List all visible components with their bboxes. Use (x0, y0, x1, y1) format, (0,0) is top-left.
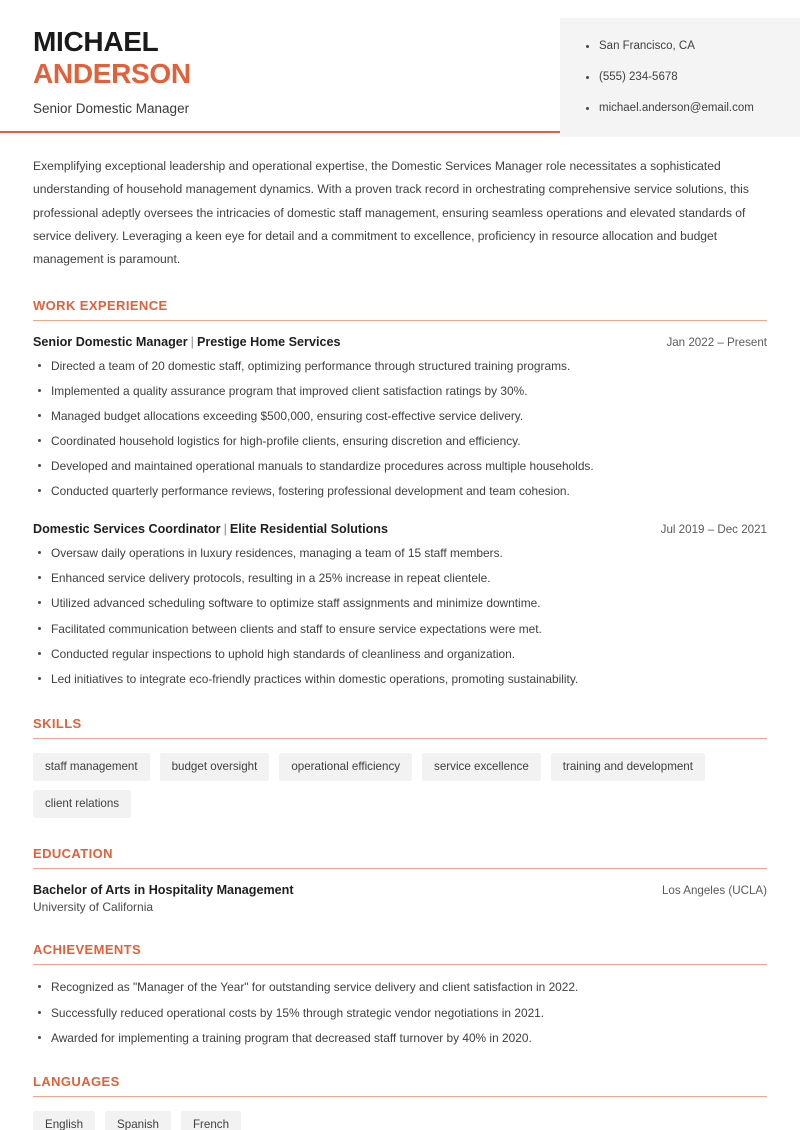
professional-title: Senior Domestic Manager (33, 100, 190, 116)
skill-chip: staff management (33, 753, 150, 781)
section-skills (33, 716, 767, 819)
work-entry-header (33, 522, 767, 536)
contact-location: San Francisco, CA (586, 40, 800, 54)
section-title-work-experience: WORK EXPERIENCE (33, 297, 168, 313)
skill-chip: budget oversight (160, 753, 270, 781)
work-entry-bullets (33, 545, 767, 687)
contact-phone[interactable]: (555) 234-5678 (586, 71, 800, 85)
section-divider (33, 738, 767, 739)
language-chip: French (181, 1111, 241, 1130)
skill-chip: operational efficiency (279, 753, 412, 781)
section-title-achievements: ACHIEVEMENTS (33, 942, 142, 958)
skills-chip-list (33, 753, 767, 819)
work-entry-header (33, 335, 767, 349)
resume-body (0, 155, 800, 1130)
job-dates: Jul 2019 – Dec 2021 (660, 523, 767, 537)
section-title-languages: LANGUAGES (33, 1074, 120, 1090)
job-role: Domestic Services Coordinator (33, 522, 221, 537)
language-chip: Spanish (105, 1111, 171, 1130)
languages-chip-list (33, 1111, 767, 1130)
work-entry (33, 335, 767, 500)
job-company: Elite Residential Solutions (229, 522, 389, 537)
education-entry-header (33, 883, 767, 897)
section-work-experience (33, 298, 767, 688)
skill-chip: client relations (33, 790, 131, 818)
section-achievements (33, 942, 767, 1046)
bullet-item: Developed and maintained operational manuals to standardize procedures across multiple households. (33, 458, 767, 475)
bullet-item: Conducted quarterly performance reviews, fostering professional development and team cohesion. (33, 483, 767, 500)
title-separator: | (190, 334, 194, 349)
section-education (33, 846, 767, 914)
work-entry-title (33, 335, 340, 349)
bullet-item: Recognized as "Manager of the Year" for outstanding service delivery and client satisfaction in 2022. (33, 979, 767, 996)
bullet-item: Oversaw daily operations in luxury residences, managing a team of 15 staff members. (33, 545, 767, 562)
skill-chip: service excellence (422, 753, 541, 781)
education-degree: Bachelor of Arts in Hospitality Management (33, 883, 294, 898)
bullet-item: Awarded for implementing a training program that decreased staff turnover by 40% in 2020. (33, 1030, 767, 1047)
skill-chip: training and development (551, 753, 705, 781)
last-name: ANDERSON (33, 57, 191, 89)
section-title-skills: SKILLS (33, 715, 82, 731)
bullet-item: Enhanced service delivery protocols, resulting in a 25% increase in repeat clientele. (33, 570, 767, 587)
language-chip: English (33, 1111, 95, 1130)
job-dates: Jan 2022 – Present (666, 335, 767, 349)
bullet-item: Conducted regular inspections to uphold high standards of cleanliness and organization. (33, 646, 767, 663)
bullet-item: Led initiatives to integrate eco-friendly practices within domestic operations, promoting sustainability. (33, 671, 767, 688)
work-entry-bullets (33, 358, 767, 500)
work-entry-title (33, 522, 388, 536)
contact-email[interactable]: michael.anderson@email.com (586, 102, 800, 116)
title-separator: | (223, 522, 227, 537)
professional-summary: Exemplifying exceptional leadership and operational expertise, the Domestic Services Manager role necessitates a sophisticated understanding of household management dynamics. With a proven track record in orchestrating comprehensive service solutions, this professional adeptly oversees the intricacies of domestic staff management, ensuring seamless operations and elevated standards of service delivery. Leveraging a keen eye for detail and a commitment to excellence, proficiency in resource allocation and budget management is paramount. (33, 159, 749, 267)
bullet-item: Facilitated communication between clients and staff to ensure service expectations were met. (33, 621, 767, 638)
education-entry (33, 883, 767, 914)
section-languages (33, 1074, 767, 1130)
job-company: Prestige Home Services (196, 334, 341, 349)
education-institution: University of California (33, 900, 154, 915)
job-role: Senior Domestic Manager (33, 334, 188, 349)
section-divider (33, 320, 767, 321)
contact-info-box (560, 18, 800, 137)
work-entry (33, 522, 767, 687)
bullet-item: Managed budget allocations exceeding $500,000, ensuring cost-effective service delivery. (33, 408, 767, 425)
section-title-education: EDUCATION (33, 846, 113, 862)
bullet-item: Directed a team of 20 domestic staff, optimizing performance through structured training programs. (33, 358, 767, 375)
first-name: MICHAEL (33, 26, 159, 57)
bullet-item: Implemented a quality assurance program that improved client satisfaction ratings by 30%. (33, 383, 767, 400)
bullet-item: Coordinated household logistics for high-profile clients, ensuring discretion and efficiency. (33, 433, 767, 450)
bullet-item: Utilized advanced scheduling software to optimize staff assignments and minimize downtime. (33, 595, 767, 612)
section-divider (33, 964, 767, 965)
section-divider (33, 868, 767, 869)
identity-block (0, 0, 191, 116)
education-location: Los Angeles (UCLA) (661, 884, 767, 898)
bullet-item: Successfully reduced operational costs by 15% through strategic vendor negotiations in 2021. (33, 1005, 767, 1022)
section-divider (33, 1096, 767, 1097)
achievements-list (33, 979, 767, 1046)
resume-header (0, 0, 800, 131)
